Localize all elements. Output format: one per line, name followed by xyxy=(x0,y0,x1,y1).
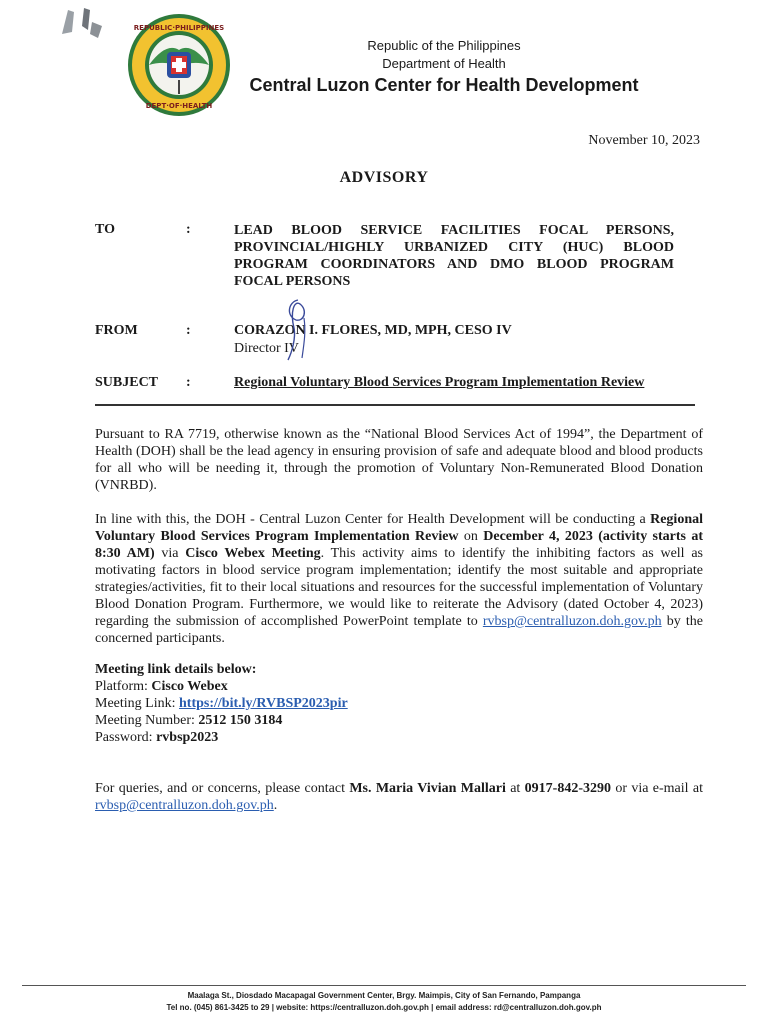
contact-text-d: . xyxy=(273,798,278,813)
meeting-link[interactable]: https://bit.ly/RVBSP2023pir xyxy=(179,696,348,711)
svg-text:REPUBLIC·PHILIPPINES: REPUBLIC·PHILIPPINES xyxy=(133,24,225,32)
contact-text-c: or via e-mail at xyxy=(610,781,703,796)
body-paragraph-2 xyxy=(95,511,703,647)
contact-phone: 0917-842-3290 xyxy=(524,781,611,796)
contact-text-a: For queries, and or concerns, please contact xyxy=(95,781,350,796)
p2-text-g: . This activity aims to identify the inhibiting factors as well as motivating factors in blood service program implementation; identify the most suitable and appropriate strategies/activities, fit to their local situations and resources for the successful implementation of Voluntary Blood Donation Program. Furthermore, we would like to reiterate the Advisory (dated October 4, 2023) regarding the submission of accomplished PowerPoint template to xyxy=(95,546,703,629)
meeting-number-label: Meeting Number: xyxy=(95,713,199,728)
p2-text-h: by the concerned participants. xyxy=(95,614,704,646)
meeting-number: 2512 150 3184 xyxy=(198,713,283,728)
p2-activity-date: December 4, 2023 (activity starts at 8:30 AM) xyxy=(95,529,704,561)
svg-text:DEPT·OF·HEALTH: DEPT·OF·HEALTH xyxy=(145,102,213,110)
meeting-password-row xyxy=(95,729,348,746)
from-label: FROM xyxy=(95,323,138,338)
p2-text-a: In line with this, the DOH - Central Luzon Center for Health Development will be conducting a xyxy=(95,512,651,527)
header-department: Department of Health xyxy=(382,56,506,71)
p2-text-c: on xyxy=(458,529,484,544)
contact-name: Ms. Maria Vivian Mallari xyxy=(349,781,506,796)
meeting-link-label: Meeting Link: xyxy=(95,696,179,711)
subject-label: SUBJECT xyxy=(95,375,159,390)
from-name: CORAZON I. FLORES, MD, MPH, CESO IV xyxy=(234,323,512,338)
p2-text-e: via xyxy=(154,546,186,561)
from-colon: : xyxy=(186,323,191,338)
to-label: TO xyxy=(95,222,115,237)
meeting-password: rvbsp2023 xyxy=(156,730,219,745)
platform-value: Cisco Webex xyxy=(151,679,228,694)
p2-program-name: Regional Voluntary Blood Services Program Implementation Review xyxy=(95,512,703,544)
document-date: November 10, 2023 xyxy=(588,133,700,148)
contact-email-link[interactable]: rvbsp@centralluzon.doh.gov.ph xyxy=(95,798,274,813)
platform-label: Platform: xyxy=(95,679,152,694)
p2-platform: Cisco Webex Meeting xyxy=(185,546,321,561)
meeting-details xyxy=(95,661,348,746)
contact-paragraph xyxy=(95,780,703,814)
subject-colon: : xyxy=(186,375,191,390)
footer-address: Maalaga St., Diosdado Macapagal Government Center, Brgy. Maimpis, City of San Fernando, Pampanga xyxy=(187,991,581,1000)
to-colon: : xyxy=(186,222,191,237)
footer-contact: Tel no. (045) 861-3425 to 29 | website: https://centralluzon.doh.gov.ph | email address: rd@centralluzon.doh.gov.ph xyxy=(166,1003,602,1012)
password-label: Password: xyxy=(95,730,157,745)
meeting-platform-row xyxy=(95,678,348,695)
meeting-link-row xyxy=(95,695,348,712)
header-office: Central Luzon Center for Health Development xyxy=(249,75,639,95)
p2-email-link[interactable]: rvbsp@centralluzon.doh.gov.ph xyxy=(482,614,662,629)
header-republic: Republic of the Philippines xyxy=(367,38,521,53)
footer-divider xyxy=(22,985,746,986)
header-divider xyxy=(95,404,695,406)
signature-mark xyxy=(268,298,328,362)
meeting-number-row xyxy=(95,712,348,729)
to-recipients: LEAD BLOOD SERVICE FACILITIES FOCAL PERSONS, PROVINCIAL/HIGHLY URBANIZED CITY (HUC) BLOOD PROGRAM COORDINATORS AND DMO BLOOD PROGRAM FOCAL PERSONS xyxy=(234,223,674,289)
from-position: Director IV xyxy=(234,341,299,356)
contact-text-b: at xyxy=(505,781,525,796)
meeting-heading: Meeting link details below: xyxy=(95,662,257,677)
document-title: ADVISORY xyxy=(339,169,429,186)
body-paragraph-1: Pursuant to RA 7719, otherwise known as the “National Blood Services Act of 1994”, the Department of Health (DOH) shall be the lead agency in ensuring provision of safe and adequate blood and blood products for all who will be needing it, through the promotion of Voluntary Non-Remunerated Blood Donation (VNRBD). xyxy=(95,427,703,493)
subject-text: Regional Voluntary Blood Services Program Implementation Review xyxy=(234,375,645,390)
